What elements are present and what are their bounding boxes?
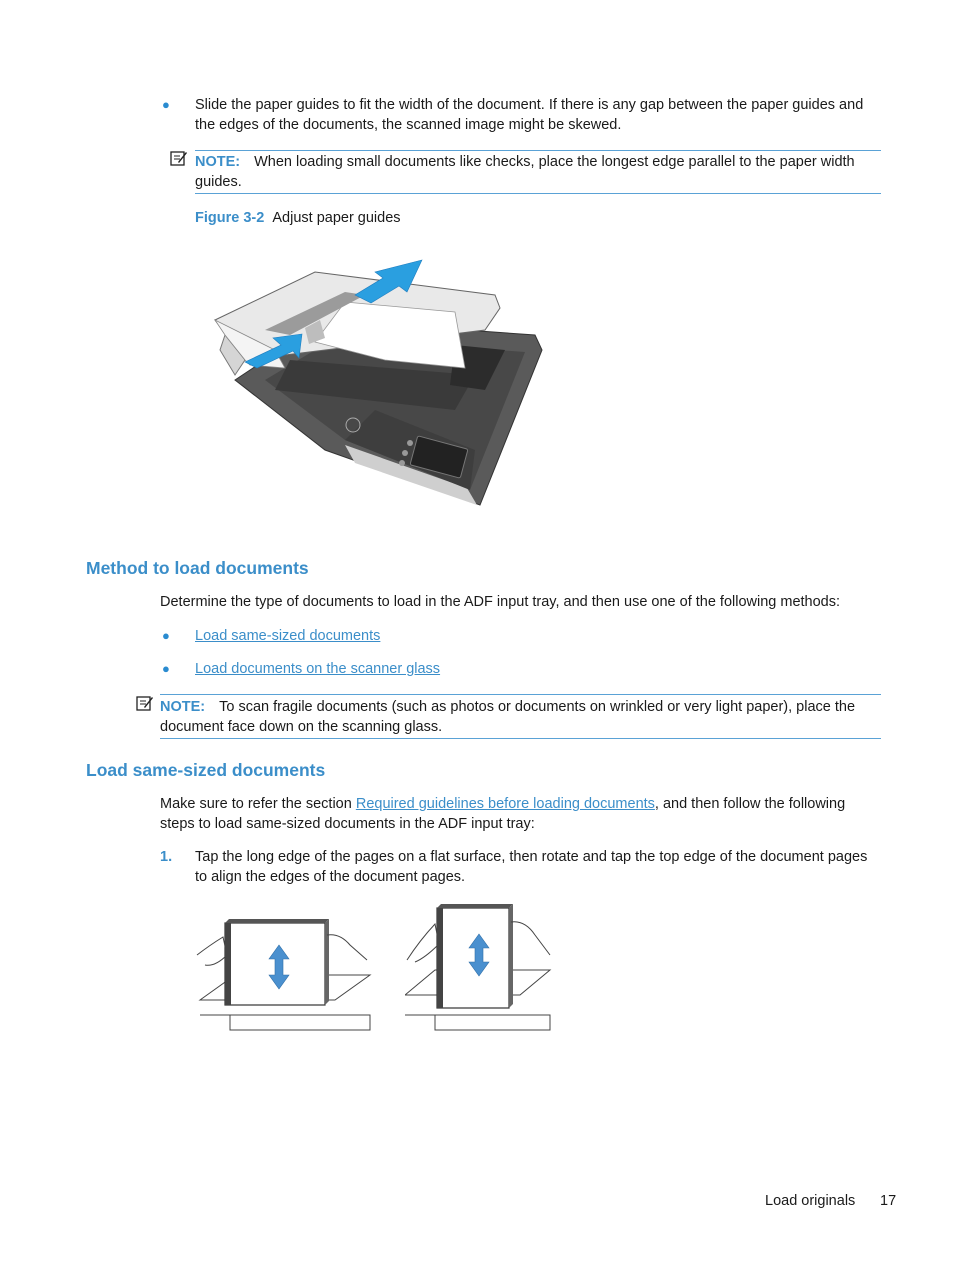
- link-required-guidelines[interactable]: Required guidelines before loading documents: [355, 796, 655, 812]
- note1-bottom-rule: [195, 193, 881, 194]
- intro-bullet-text: Slide the paper guides to fit the width of the document. If there is any gap between the paper guides and the edges of the documents, the scanned image might be skewed.: [195, 97, 864, 133]
- figure-caption-text: Adjust paper guides: [272, 210, 401, 226]
- note1-label: NOTE:: [195, 154, 241, 170]
- note2: [160, 697, 881, 737]
- note2-text: To scan fragile documents (such as photos or documents on wrinkled or very light paper), place the document face down on the scanning glass.: [160, 699, 856, 735]
- bullet-dot: ●: [162, 97, 170, 112]
- link-load-same-sized[interactable]: Load same-sized documents: [195, 628, 381, 644]
- scanner-illustration: [205, 250, 555, 510]
- step1-number: 1.: [160, 849, 173, 865]
- note2-top-rule: [160, 694, 881, 695]
- note1-text: When loading small documents like checks, place the longest edge parallel to the paper width guides.: [195, 154, 855, 190]
- step1-text: Tap the long edge of the pages on a flat surface, then rotate and tap the top edge of the document pages to align the edges of the document pages.: [195, 849, 868, 885]
- note-icon: [170, 150, 188, 167]
- figure-label: Figure 3-2: [195, 210, 265, 226]
- section1-intro: Determine the type of documents to load in the ADF input tray, and then use one of the following methods:: [160, 594, 841, 610]
- tap-long-edge-illustration: [195, 915, 375, 1035]
- bullet-dot: ●: [162, 661, 170, 676]
- footer-page-number: 17: [880, 1193, 897, 1209]
- note1-top-rule: [195, 150, 881, 151]
- tap-top-edge-illustration: [405, 900, 555, 1035]
- section-heading-load-same-sized: Load same-sized documents: [86, 760, 326, 780]
- figure-caption: [195, 208, 401, 228]
- bullet-dot: ●: [162, 628, 170, 643]
- footer-section: Load originals: [765, 1193, 856, 1209]
- note1: [195, 152, 881, 192]
- section2-para-after: , and then follow the following steps to load same-sized documents in the ADF input tray:: [160, 796, 846, 832]
- section-heading-method: Method to load documents: [86, 558, 309, 578]
- section2-paragraph: [160, 794, 880, 834]
- note2-bottom-rule: [160, 738, 881, 739]
- section2-para-before: Make sure to refer the section: [160, 796, 356, 812]
- link-load-scanner-glass[interactable]: Load documents on the scanner glass: [195, 661, 441, 677]
- note-icon: [136, 695, 154, 712]
- note2-label: NOTE:: [160, 699, 206, 715]
